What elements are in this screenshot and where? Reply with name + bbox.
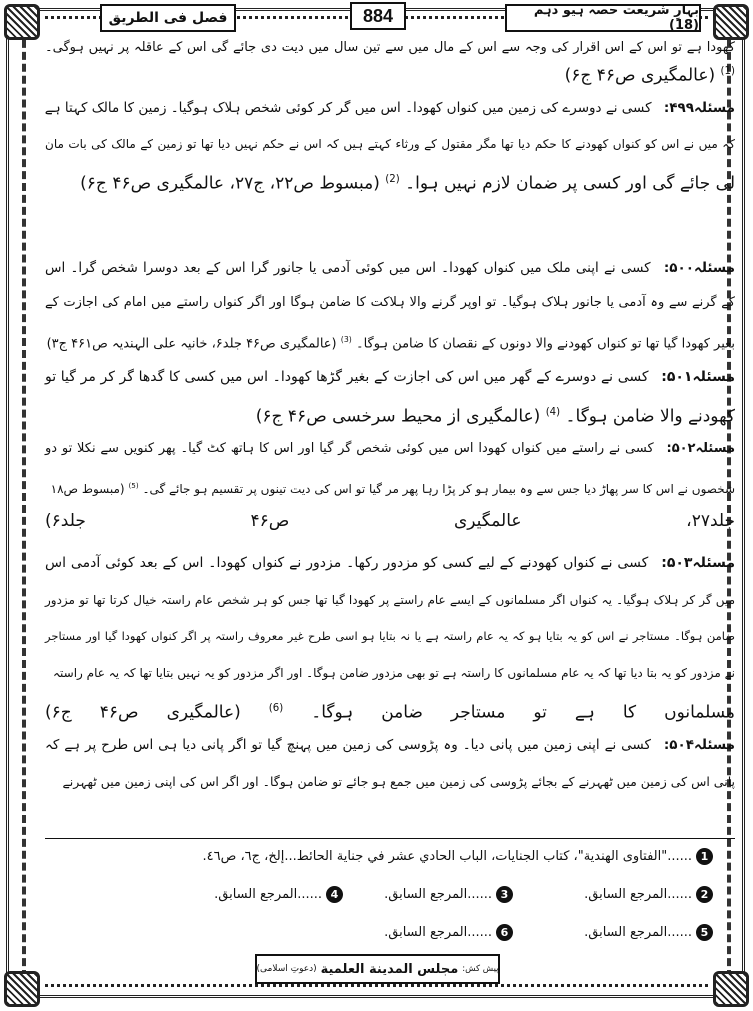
footnote-item <box>214 886 343 903</box>
footnote-number: 5 <box>696 924 713 941</box>
footnote-divider <box>45 838 735 839</box>
text-line <box>45 769 735 795</box>
book-title-box <box>505 4 701 32</box>
text-segment: مسلمانوں کا ہے تو مستاجر ضامن ہوگا۔ <box>311 702 736 723</box>
masala-paragraph-start <box>45 364 735 390</box>
publisher-name: مجلس المدينة العلمية <box>320 961 459 977</box>
footnote-text: ......المرجع السابق. <box>584 887 692 902</box>
footnote-number: 1 <box>696 848 713 865</box>
footnote-text: ......المرجع السابق. <box>584 925 692 940</box>
footnote-marker[interactable]: (1) <box>720 66 735 77</box>
masala-paragraph-start <box>45 550 735 576</box>
section-title: فصل فی الطریق <box>108 10 228 26</box>
text-segment: لی جائے گی اور کسی پر ضمان لازم نہیں ہوا۔ <box>405 173 735 194</box>
text-segment: کے گرنے سے وہ آدمی یا جانور ہلاک ہوگیا۔ تو اوپر گرنے والا ہلاکت کا ضامن ہوگا اور اگر کنواں راستے میں امام کی اجازت کے <box>45 295 735 310</box>
text-line <box>45 587 735 613</box>
footer-box <box>255 954 500 984</box>
footnote-item <box>384 924 513 941</box>
text-segment: کہ میں نے اس کو کنواں کھودنے کا حکم دیا تھا مگر مقتول کے ورثاء کہتے ہیں کہ اس نے حکم نہیں دیا تھا تو زمین کے مالک کی بات مان <box>45 137 735 151</box>
text-segment: (عالمگیری ص۴۶ ج۶) <box>564 65 716 86</box>
text-segment: بغیر کھودا گیا تھا تو کنواں کھودنے والا دونوں کے نقصان کا ضامن ہوگا۔ <box>355 336 735 352</box>
text-segment: (عالمگیری ص۴۶ جلد۶، خانیہ علی الہندیہ ص۴۶۱ ج۳) <box>46 336 337 352</box>
text-line <box>45 400 735 430</box>
footnote-text: ......"الفتاوى الهندية"، كتاب الجنايات، الباب الحادي عشر في جناية الحائط...إلخ، ج٦، ص٤٦. <box>202 849 692 864</box>
text-line <box>45 35 735 61</box>
footnote-number: 2 <box>696 886 713 903</box>
text-line <box>45 327 735 357</box>
page-number: 884 <box>362 5 394 26</box>
masala-label: مسئلہ۵۰۱: <box>661 369 735 385</box>
masala-paragraph-start <box>45 95 735 121</box>
masala-label: مسئلہ۵۰۲: <box>666 441 736 456</box>
footnote-marker[interactable]: (3) <box>340 335 352 344</box>
text-segment: کسی نے اپنی ملک میں کنواں کھودا۔ اس میں کوئی آدمی یا جانور گرا اس کے بعد دوسرا شخص گرا۔ اس <box>45 260 651 276</box>
masala-label: مسئلہ۵۰۰: <box>663 260 735 276</box>
section-title-box <box>100 4 236 32</box>
footnote-item <box>384 886 513 903</box>
organization-name: (دعوتِ اسلامی) <box>256 964 317 974</box>
text-segment: (مبسوط ص۱۸ <box>50 482 125 496</box>
book-title: بہارِ شریعت حصہ ہیو دہم (18) <box>533 3 699 33</box>
text-line <box>45 167 735 197</box>
footnote-marker[interactable]: (4) <box>545 407 561 418</box>
masala-label: مسئلہ۵۰۳: <box>661 555 735 571</box>
text-line <box>45 696 735 726</box>
footnote-text: ......المرجع السابق. <box>384 925 492 940</box>
page-number-box <box>350 2 406 30</box>
text-segment: کسی نے دوسرے کے گھر میں اس کی اجازت کے بغیر گڑھا کھودا۔ اس میں کسی کا گدھا گر کر مر گیا تو <box>45 369 649 385</box>
footnote-marker[interactable]: (6) <box>268 703 284 714</box>
footnote-number: 4 <box>326 886 343 903</box>
text-segment: کھودنے والا ضامن ہوگا۔ <box>565 406 735 427</box>
masala-paragraph-start <box>45 436 735 462</box>
text-segment: (عالمگیری از محیط سرخسی ص۴۶ ج۶) <box>255 406 541 427</box>
footnote-number: 6 <box>496 924 513 941</box>
bottom-bead-border <box>45 984 708 987</box>
masala-paragraph-start <box>45 255 735 281</box>
text-line <box>45 508 735 534</box>
corner-ornament-icon <box>4 4 40 40</box>
text-segment: پانی اس کی زمین میں ٹھہرنے کے بجائے پڑوسی کی زمین میں جمع ہو جائے تو ضامن ہوگا۔ اور اگر اس کی اپنی زمین میں ٹھہرنے <box>62 774 735 789</box>
text-segment: ضامن ہوگا۔ مستاجر نے اس کو یہ بتایا ہو کہ یہ عام راستہ ہے یا نہ بتایا ہو اسی طرح غیر معروف راستہ پر اگر کنواں کھودا گیا اور مستاجر <box>45 629 735 643</box>
text-line <box>45 290 735 316</box>
text-segment: کسی نے اپنی زمین میں پانی دیا۔ وہ پڑوسی کی زمین میں پہنچ گیا تو اگر پانی دیا ہی اس طرح پر ہے کہ <box>45 737 651 753</box>
footnote-text: ......المرجع السابق. <box>384 887 492 902</box>
corner-ornament-icon <box>4 971 40 1007</box>
text-segment: میں گر کر ہلاک ہوگیا۔ یہ کنواں اگر مسلمانوں کے ایسے عام راستے پر کھودا گیا تھا جس کو ہر شخص عام راستہ خیال کرتا تھا تو مزدور <box>45 593 735 607</box>
text-line <box>45 473 735 502</box>
footnote-marker[interactable]: (5) <box>128 481 139 490</box>
text-segment: جلد۲۷، عالمگیری ص۴۶ جلد۶) <box>45 511 736 531</box>
text-segment: (مبسوط ص۲۲، ج۲۷، عالمگیری ص۴۶ ج۶) <box>80 173 380 194</box>
footnote-marker[interactable]: (2) <box>385 174 400 185</box>
text-line <box>45 623 735 649</box>
text-line <box>45 59 735 89</box>
text-segment: (عالمگیری ص۴۶ ج۶) <box>45 702 241 723</box>
corner-ornament-icon <box>713 971 749 1007</box>
text-line <box>45 660 735 686</box>
footnote-item <box>584 924 713 941</box>
text-segment: کسی نے کنواں کھودنے کے لیے کسی کو مزدور رکھا۔ مزدور نے کنواں کھودا۔ اس کے بعد کوئی آدمی اس <box>45 555 649 571</box>
masala-label: مسئلہ۵۰۴: <box>663 737 735 753</box>
text-line <box>45 131 735 157</box>
footnote-item <box>203 848 713 865</box>
masala-paragraph-start <box>45 732 735 758</box>
text-segment: کسی نے راستے میں کنواں کھودا اس میں کوئی شخص گر گیا اور اس کا ہاتھ کٹ گیا۔ پھر کنویں سے نکلا تو دو <box>45 441 654 456</box>
masala-label: مسئلہ۴۹۹: <box>663 100 735 116</box>
footnote-text: ......المرجع السابق. <box>214 887 322 902</box>
text-segment: نے مزدور کو یہ بتا دیا تھا کہ یہ عام مسلمانوں کا راستہ ہے تو بھی مزدور ضامن ہوگا۔ اور اگر مزدور کو یہ نہیں بتایا تھا کہ یہ عام راستہ <box>53 666 735 680</box>
presenter-label: پیش کش: <box>462 964 499 974</box>
text-segment: شخصوں نے اس کا سر پھاڑ دیا جس سے وہ بیمار ہو کر پڑا رہا پھر مر گیا تو اس کی دیت تینوں پر تقسیم ہو جائے گی۔ <box>142 482 735 496</box>
text-segment: کھودا ہے تو اس کے اس اقرار کی وجہ سے اس کے مال میں سے تین سال میں دیت دی جائے گی اس کے عاقلہ پر نہیں ہوگی۔ <box>45 40 735 55</box>
footnote-item <box>584 886 713 903</box>
footnote-number: 3 <box>496 886 513 903</box>
text-segment: کسی نے دوسرے کی زمین میں کنواں کھودا۔ اس میں گر کر کوئی شخص ہلاک ہوگیا۔ زمین کا مالک کہتا ہے <box>44 100 652 116</box>
